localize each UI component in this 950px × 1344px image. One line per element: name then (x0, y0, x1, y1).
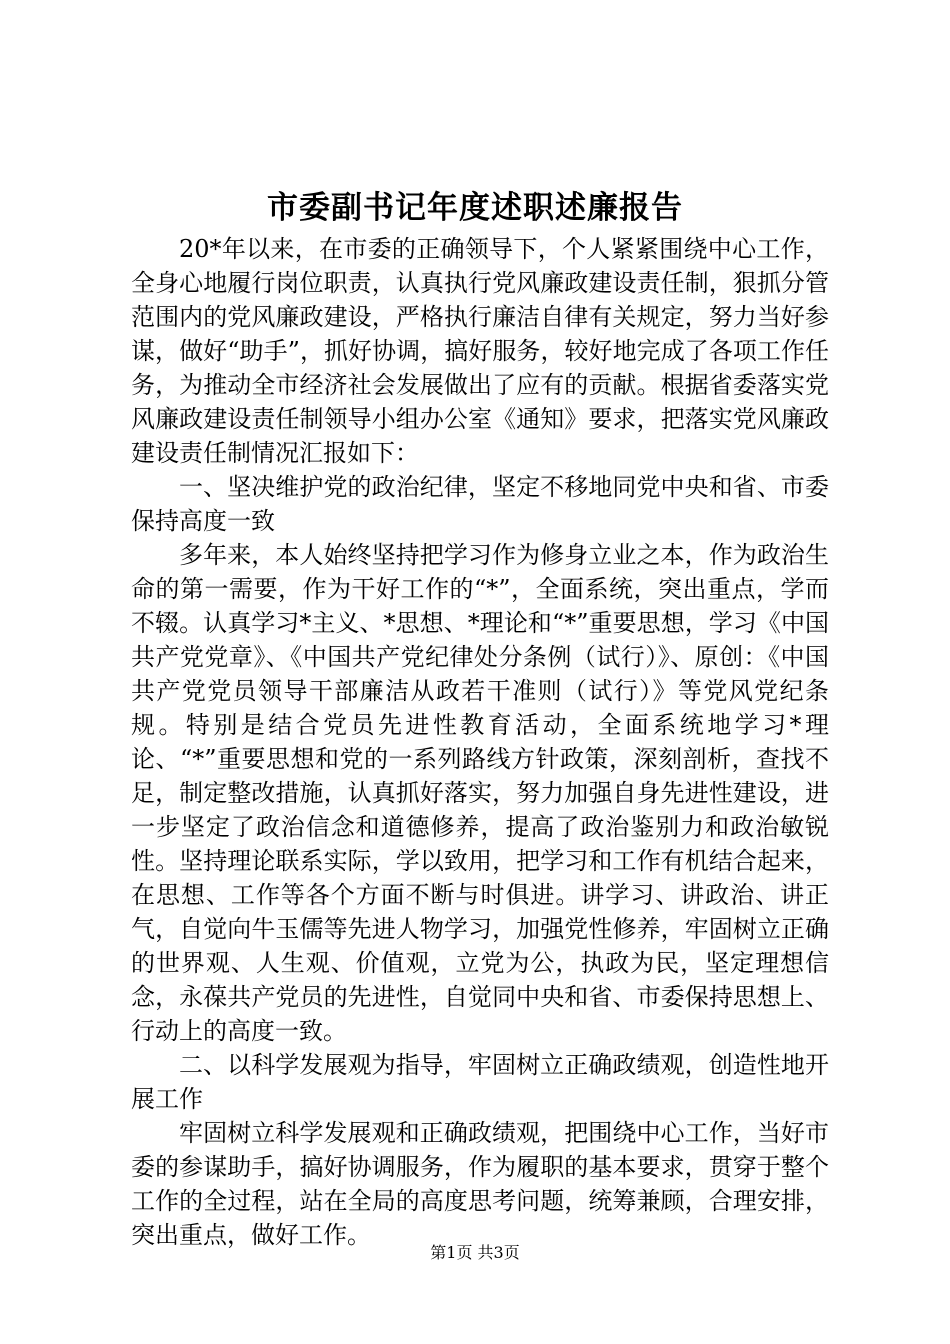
document-body (131, 232, 829, 1252)
section-heading-2: 二、以科学发展观为指导，牢固树立正确政绩观，创造性地开展工作 (131, 1051, 829, 1113)
section-2-paragraph: 牢固树立科学发展观和正确政绩观，把围绕中心工作，当好市委的参谋助手，搞好协调服务，作为履职的基本要求，贯穿于整个工作的全过程，站在全局的高度思考问题，统筹兼顾，合理安排，突出重点，做好工作。 (131, 1119, 829, 1249)
intro-paragraph: 20*年以来，在市委的正确领导下，个人紧紧围绕中心工作，全身心地履行岗位职责，认真执行党风廉政建设责任制，狠抓分管范围内的党风廉政建设，严格执行廉洁自律有关规定，努力当好参谋，做好“助手”，抓好协调，搞好服务，较好地完成了各项工作任务，为推动全市经济社会发展做出了应有的贡献。根据省委落实党风廉政建设责任制领导小组办公室《通知》要求，把落实党风廉政建设责任制情况汇报如下： (131, 235, 829, 467)
section-1-paragraph: 多年来，本人始终坚持把学习作为修身立业之本，作为政治生命的第一需要，作为干好工作的“*”，全面系统，突出重点，学而不辍。认真学习*主义、*思想、*理论和“*”重要思想，学习《中国共产党党章》、《中国共产党纪律处分条例（试行）》、原创：《中国共产党党员领导干部廉洁从政若干准则（试行）》等党风党纪条规。特别是结合党员先进性教育活动，全面系统地学习*理论、“*”重要思想和党的一系列路线方针政策，深刻剖析，查找不足，制定整改措施，认真抓好落实，努力加强自身先进性建设，进一步坚定了政治信念和道德修养，提高了政治鉴别力和政治敏锐性。坚持理论联系实际，学以致用，把学习和工作有机结合起来，在思想、工作等各个方面不断与时俱进。讲学习、讲政治、讲正气，自觉向牛玉儒等先进人物学习，加强党性修养，牢固树立正确的世界观、人生观、价值观，立党为公，执政为民，坚定理想信念，永葆共产党员的先进性，自觉同中央和省、市委保持思想上、行动上的高度一致。 (131, 541, 829, 1045)
section-heading-1: 一、坚决维护党的政治纪律，坚定不移地同党中央和省、市委保持高度一致 (131, 473, 829, 535)
page-footer: 第1页 共3页 (430, 1243, 520, 1262)
document-title: 市委副书记年度述职述廉报告 (267, 190, 683, 226)
